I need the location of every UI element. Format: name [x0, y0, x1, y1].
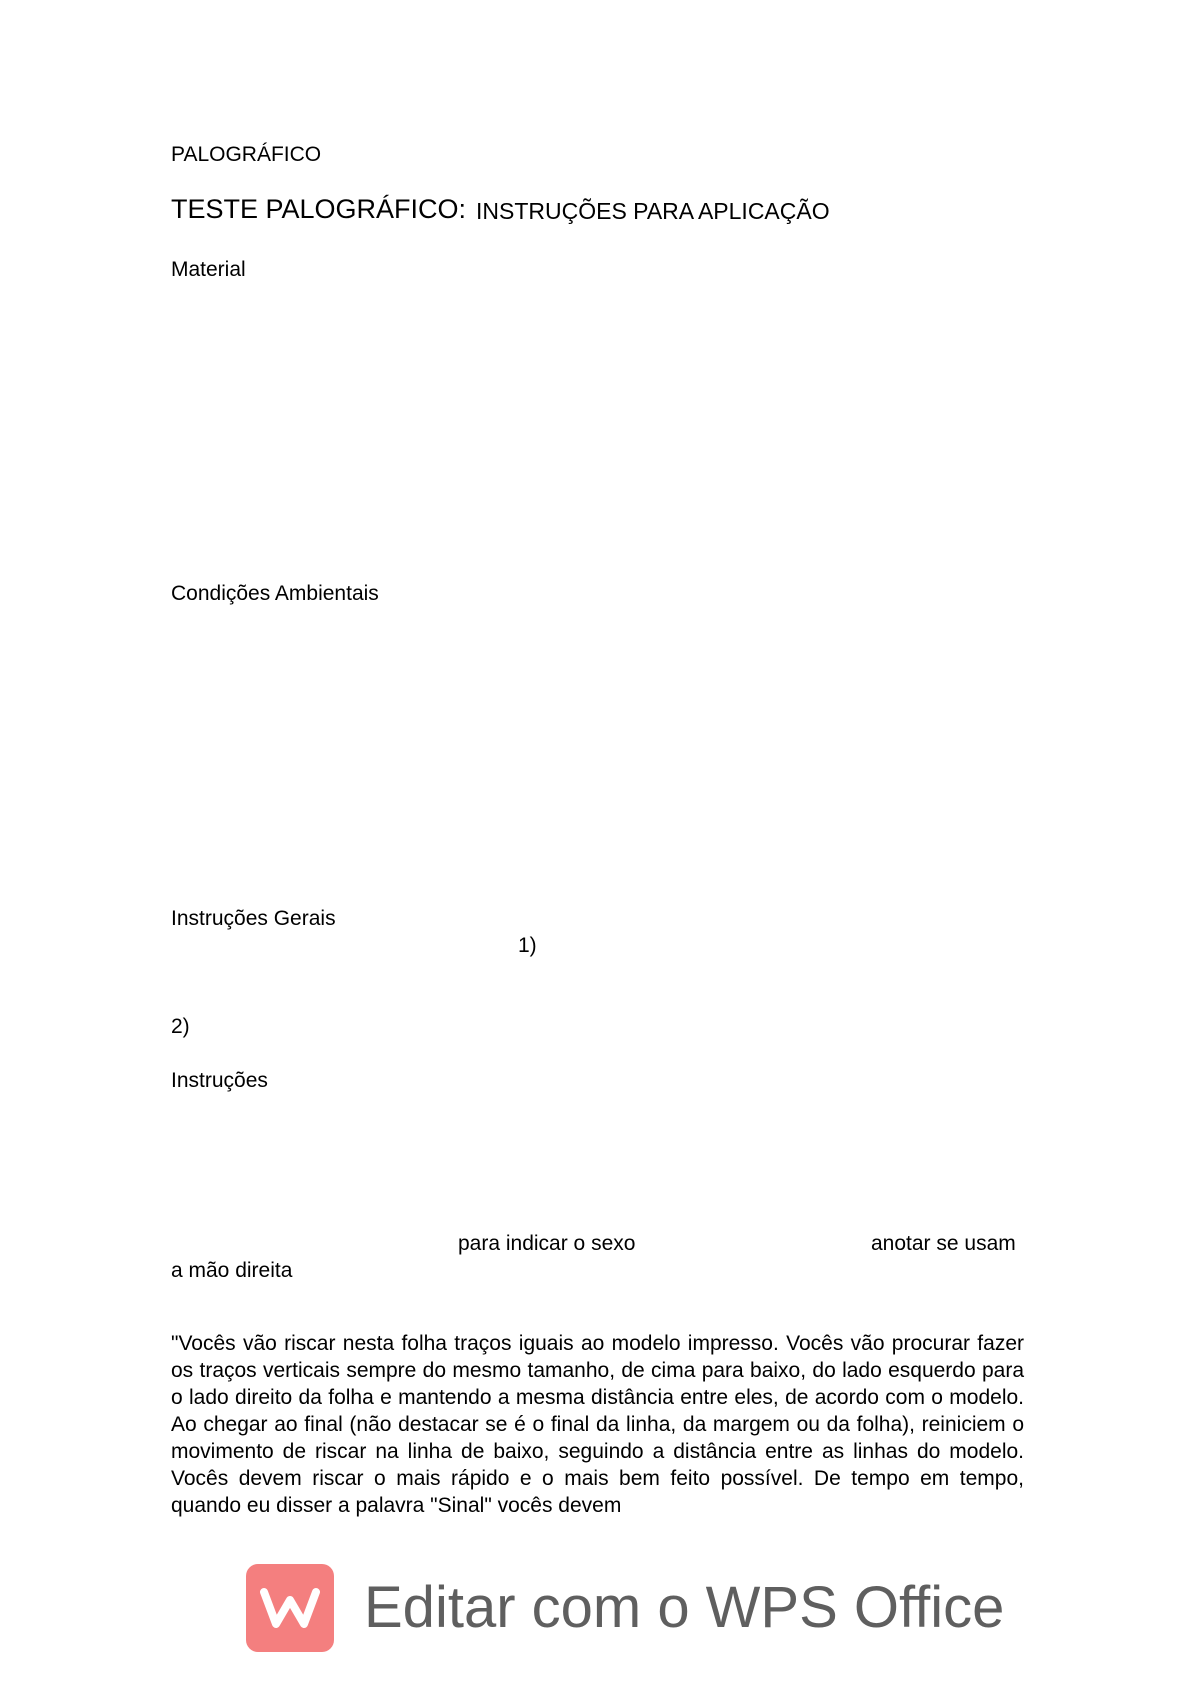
- list-item-1: 1): [518, 934, 537, 957]
- section-condicoes-ambientais: Condições Ambientais: [171, 582, 379, 605]
- wps-edit-banner-text[interactable]: Editar com o WPS Office: [364, 1575, 1005, 1640]
- text-fragment-sexo: para indicar o sexo: [458, 1232, 636, 1255]
- section-instrucoes-gerais: Instruções Gerais: [171, 907, 336, 930]
- list-item-2: 2): [171, 1015, 190, 1038]
- wps-logo-icon[interactable]: [246, 1564, 334, 1652]
- wps-edit-banner[interactable]: [246, 1562, 1004, 1654]
- text-fragment-anotar: anotar se usam: [871, 1232, 1016, 1255]
- document-header: PALOGRÁFICO: [171, 143, 322, 166]
- instruction-paragraph: "Vocês vão riscar nesta folha traços iguais ao modelo impresso. Vocês vão procurar fazer os traços verticais sempre do mesmo tamanho, de cima para baixo, do lado esquerdo para o lado direito da folha e mantendo a mesma distância entre eles, de acordo com o modelo. Ao chegar ao final (não destacar se é o final da linha, da margem ou da folha), reiniciem o movimento de riscar na linha de baixo, seguindo a distância entre as linhas do modelo. Vocês devem riscar o mais rápido e o mais bem feito possível. De tempo em tempo, quando eu disser a palavra "Sinal" vocês devem: [171, 1332, 1024, 1517]
- document-subtitle: INSTRUÇÕES PARA APLICAÇÃO: [476, 198, 830, 224]
- document-title: TESTE PALOGRÁFICO:: [171, 194, 467, 224]
- section-instrucoes: Instruções: [171, 1069, 268, 1092]
- section-material: Material: [171, 258, 246, 281]
- text-fragment-mao-direita: a mão direita: [171, 1259, 293, 1282]
